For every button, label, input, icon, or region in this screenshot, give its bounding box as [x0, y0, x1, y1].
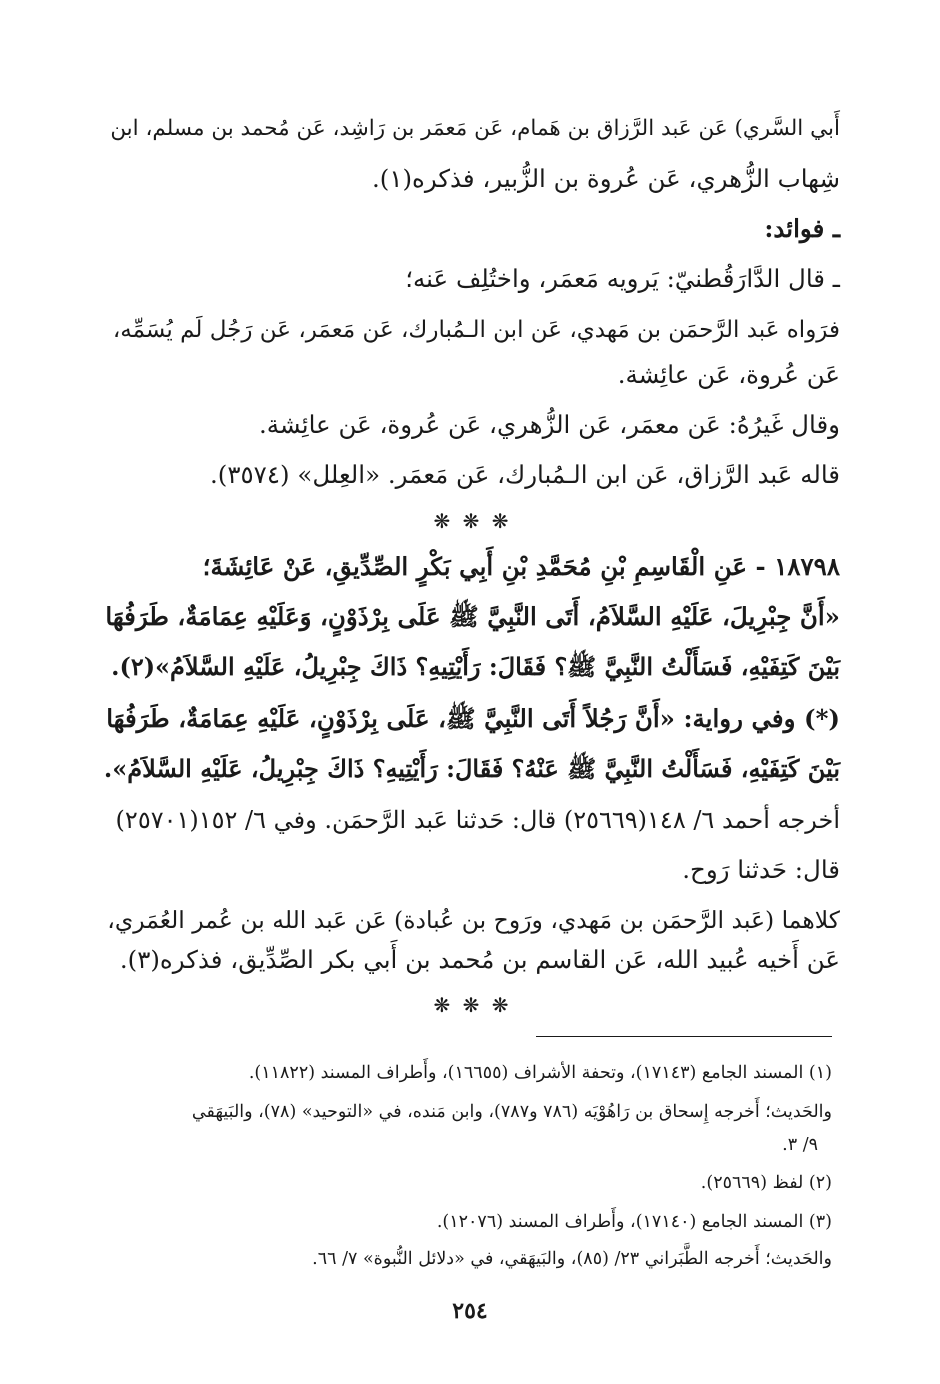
hadith-text-line: (*) وفي رواية: «أَنَّ رَجُلاً أَتَى النَّبِيَّ ﷺ، عَلَى بِرْذَوْنٍ، عَلَيْهِ عِمَامَةٌ، طَرَفُهَا: [106, 704, 840, 733]
text-line: كلاهما (عَبد الرَّحمَن بن مَهدي، ورَوح بن عُبادة) عَن عَبد الله بن عُمر العُمَري،: [107, 906, 840, 934]
footnote: والحَديث؛ أَخرجه الطَّبَراني ٢٣/ (٨٥)، والبَيهَقي، في «دلائل النُّبوة» ٧/ ٦٦.: [312, 1249, 832, 1269]
footnote: (١) المسند الجامع (١٧١٤٣)، وتحفة الأشراف (١٦٦٥٥)، وأَطراف المسند (١١٨٢٢).: [248, 1063, 832, 1083]
section-separator: ❋ ❋ ❋: [433, 993, 512, 1017]
text-line: عَن عُروة، عَن عائِشة.: [617, 360, 840, 389]
text-line: قاله عَبد الرَّزاق، عَن ابن الـمُبارك، عَن مَعمَر. «العِلل» (٣٥٧٤).: [209, 460, 840, 489]
text-line: أَبي السَّري) عَن عَبد الرَّزاق بن هَمام، عَن مَعمَر بن رَاشِد، عَن مُحمد بن مسلم، ابن: [110, 116, 840, 141]
hadith-heading: ١٨٧٩٨ - عَنِ الْقَاسِمِ بْنِ مُحَمَّدِ بْنِ أَبِي بَكْرٍ الصِّدِّيقِ، عَنْ عَائِشَةَ؛: [202, 552, 840, 581]
footnote-rule: [536, 1036, 832, 1037]
footnote: (٢) لفظ (٢٥٦٦٩).: [700, 1173, 832, 1193]
hadith-text-line: بَيْنَ كَتِفَيْهِ، فَسَأَلْتُ النَّبِيَّ ﷺ عَنْهُ؟ فَقَالَ: رَأَيْتِيهِ؟ ذَاكَ جِبْرِيلُ، عَلَيْهِ السَّلاَمُ».: [103, 754, 840, 783]
text-line: شِهاب الزُّهري، عَن عُروة بن الزُّبير، فذكره(١).: [371, 164, 840, 193]
text-line: وقال غَيرُهُ: عَن معمَر، عَن الزُّهري، عَن عُروة، عَن عائِشة.: [258, 410, 840, 439]
hadith-text-line: بَيْنَ كَتِفَيْهِ، فَسَأَلْتُ النَّبِيَّ ﷺ؟ فَقَالَ: رَأَيْتِيهِ؟ ذَاكَ جِبْرِيلُ، عَلَيْهِ السَّلاَمُ»(٢).: [111, 652, 840, 681]
section-heading: ـ فوائد:: [764, 214, 840, 243]
text-line: ـ قال الدَّارَقُطنيّ: يَرويه مَعمَر، واختُلِف عَنه؛: [405, 264, 840, 293]
footnote: والحَديث؛ أَخرجه إِسحاق بن رَاهُوْيَه (٧٨٦ و٧٨٧)، وابن مَنده، في «التوحيد» (٧٨)، والبَيهَقي: [191, 1102, 832, 1122]
text-line: فرَواه عَبد الرَّحمَن بن مَهدي، عَن ابن الـمُبارك، عَن مَعمَر، عَن رَجُل لَم يُسَمِّه،: [112, 317, 840, 343]
hadith-text-line: «أَنَّ جِبْرِيلَ، عَلَيْهِ السَّلاَمُ، أَتَى النَّبِيَّ ﷺ عَلَى بِرْذَوْنٍ، وَعَلَيْهِ عِمَامَةٌ، طَرَفُهَا: [105, 602, 840, 631]
footnote: ٩/ ٣.: [782, 1135, 818, 1155]
page-number: ٢٥٤: [452, 1298, 488, 1324]
footnote: (٣) المسند الجامع (١٧١٤٠)، وأَطراف المسند (١٢٠٧٦).: [436, 1212, 832, 1232]
section-separator: ❋ ❋ ❋: [433, 509, 512, 533]
takhrij-line: قال: حَدثنا رَوح.: [682, 855, 840, 884]
takhrij-line: أخرجه أحمد ٦/ ١٤٨(٢٥٦٦٩) قال: حَدثنا عَبد الرَّحمَن. وفي ٦/ ١٥٢(٢٥٧٠١): [115, 806, 840, 834]
text-line: عَن أَخيه عُبيد الله، عَن القاسم بن مُحمد بن أَبي بكر الصِّدِّيق، فذكره(٣).: [119, 945, 840, 974]
